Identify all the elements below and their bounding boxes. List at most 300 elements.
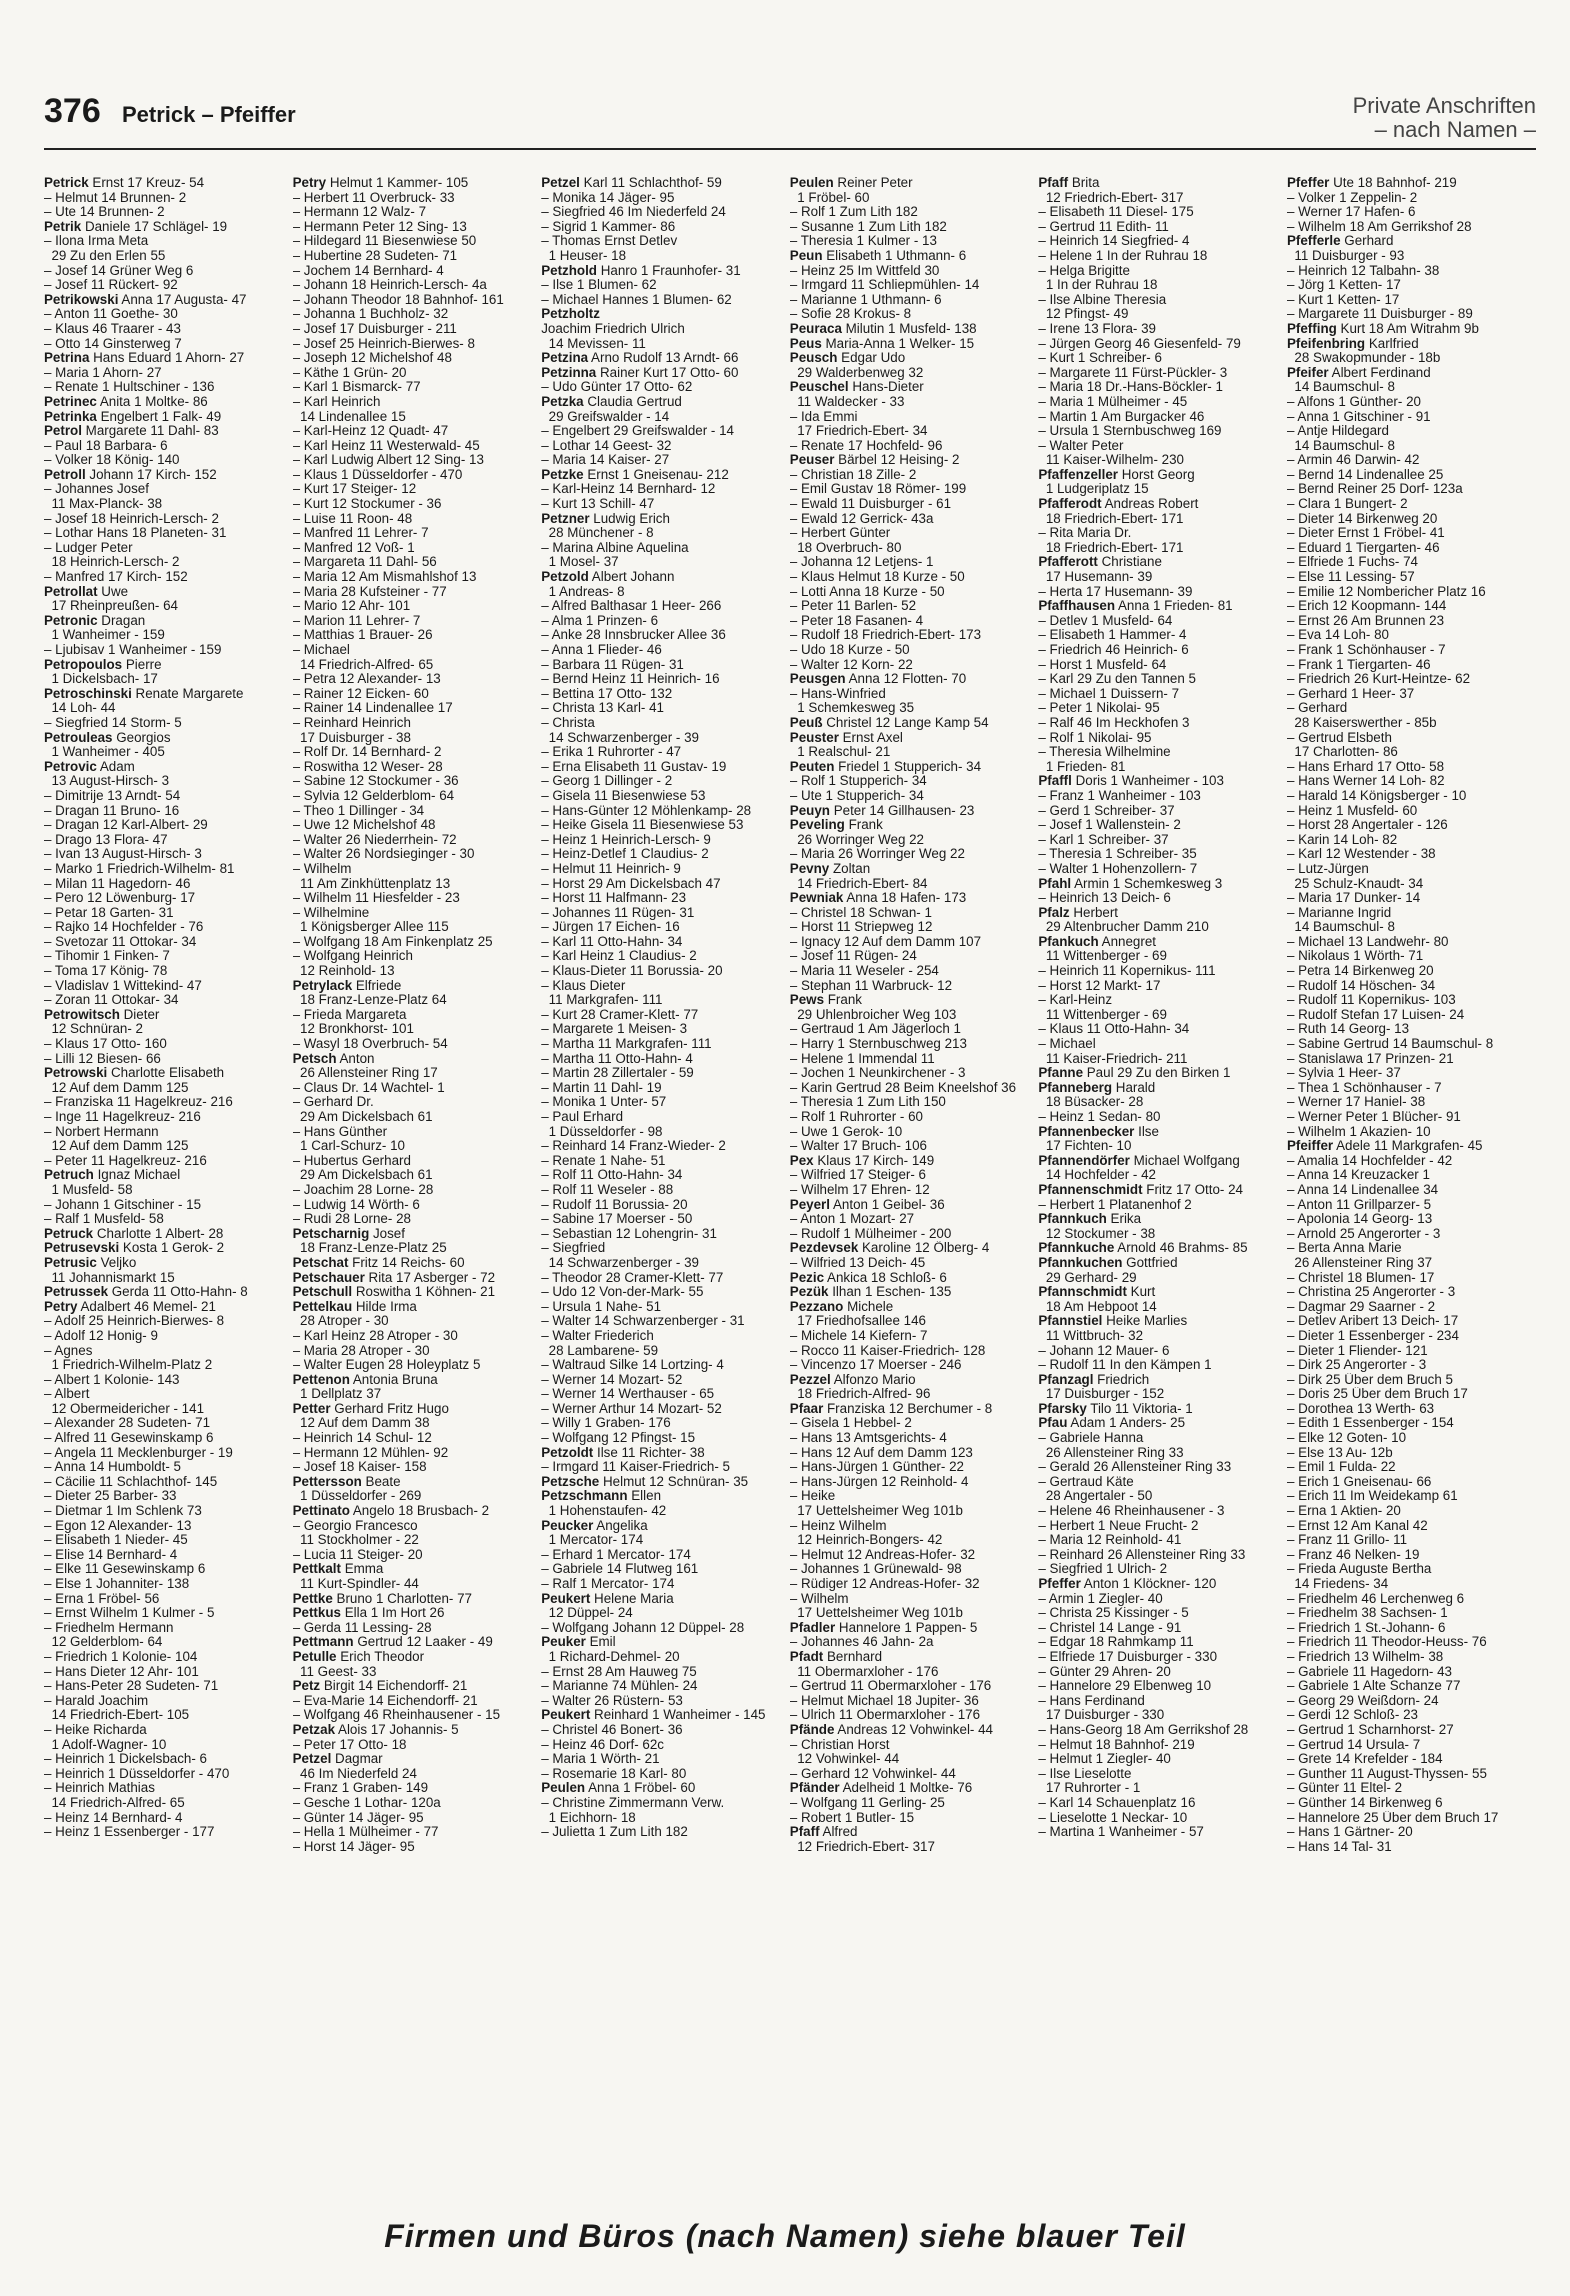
directory-entry: – Wilhelm 17 Ehren- 12 xyxy=(789,1182,930,1197)
directory-entry: – Siegfried xyxy=(541,1241,606,1256)
directory-entry: 25 Schulz-Knaudt- 34 xyxy=(1286,876,1424,891)
directory-entry: – Walter 26 Nordsieginger - 30 xyxy=(292,847,475,862)
directory-entry: – Else 13 Au- 12b xyxy=(1286,1445,1393,1460)
directory-entry: – Harry 1 Sternbuschweg 213 xyxy=(789,1037,967,1052)
directory-entry: – Wilhelmine xyxy=(292,905,370,920)
directory-entry: 29 Zu den Erlen 55 xyxy=(44,248,166,263)
directory-entry: – Karl Heinrich xyxy=(292,394,381,409)
directory-entry: – Martin 11 Dahl- 19 xyxy=(541,1080,662,1095)
directory-entry: Pfeifer Albert Ferdinand xyxy=(1286,365,1431,380)
directory-entry: Pfeiffer Adele 11 Markgrafen- 45 xyxy=(1286,1139,1483,1154)
directory-entry: – Wasyl 18 Overbruch- 54 xyxy=(292,1037,448,1052)
directory-entry: – Franz 46 Nelken- 19 xyxy=(1286,1547,1420,1562)
directory-column-2 xyxy=(293,176,542,2180)
directory-entry: – Rudolf 14 Höschen- 34 xyxy=(1286,978,1436,993)
directory-entry: 1 Eichhorn- 18 xyxy=(541,1810,636,1825)
directory-entry: – Marion 11 Lehrer- 7 xyxy=(292,613,421,628)
directory-entry: – Wilhelm xyxy=(789,1591,849,1606)
directory-entry: – Christa 25 Kissinger - 5 xyxy=(1038,1606,1189,1621)
directory-entry: – Uwe 12 Michelshof 48 xyxy=(292,818,436,833)
directory-entry: – Heinz 1 Sedan- 80 xyxy=(1038,1110,1161,1124)
directory-entry: – Rolf 11 Otto-Hahn- 34 xyxy=(541,1168,683,1183)
directory-entry: – Emil 1 Fulda- 22 xyxy=(1286,1460,1396,1475)
directory-entry: – Walter 17 Bruch- 106 xyxy=(789,1139,927,1154)
directory-entry: Pfankuch Annegret xyxy=(1038,934,1156,949)
directory-entry: 11 Obermarxloher - 176 xyxy=(789,1664,939,1679)
directory-entry: Peveling Frank xyxy=(789,818,883,833)
directory-entry: – Theresia 1 Kulmer - 13 xyxy=(789,234,937,249)
directory-entry: – Walter Peter xyxy=(1038,438,1124,453)
directory-entry: – Friedrich 1 Kolonie- 104 xyxy=(44,1649,198,1664)
directory-entry: 12 Obermeidericher - 141 xyxy=(44,1401,205,1416)
directory-entry: 28 Lambarene- 59 xyxy=(541,1343,659,1358)
directory-entry: Petzel Karl 11 Schlachthof- 59 xyxy=(541,176,722,190)
directory-entry: – Irene 13 Flora- 39 xyxy=(1038,321,1156,336)
directory-entry: – Hans Erhard 17 Otto- 58 xyxy=(1286,759,1445,774)
directory-entry: – Reinhard Heinrich xyxy=(292,715,411,730)
directory-entry: Pfafferott Christiane xyxy=(1038,555,1162,570)
directory-entry: – Maria 1 Ahorn- 27 xyxy=(44,365,162,380)
directory-entry: – Svetozar 11 Ottokar- 34 xyxy=(44,934,197,949)
directory-entry: 29 Walderbenweg 32 xyxy=(789,365,924,380)
directory-entry: – Rudolf 18 Friedrich-Ebert- 173 xyxy=(789,628,982,643)
directory-entry: – Maria 14 Kaiser- 27 xyxy=(541,453,670,468)
directory-entry: – Erich 11 Im Weidekamp 61 xyxy=(1286,1489,1458,1504)
directory-entry: – Hans-Günter 12 Möhlenkamp- 28 xyxy=(541,803,752,818)
directory-entry: Petruck Charlotte 1 Albert- 28 xyxy=(44,1226,224,1241)
directory-entry: Peulen Reiner Peter xyxy=(789,176,913,190)
directory-entry: – Heinz Wilhelm xyxy=(789,1518,887,1533)
directory-entry: – Friedhelm 38 Sachsen- 1 xyxy=(1286,1606,1448,1621)
directory-entry: – Wolfgang Johann 12 Düppel- 28 xyxy=(541,1620,745,1635)
directory-column-3 xyxy=(541,176,790,2180)
directory-entry: – Johann Theodor 18 Bahnhof- 161 xyxy=(292,292,504,307)
directory-entry: – Rolf 1 Zum Lith 182 xyxy=(789,205,918,220)
directory-entry: 11 Stockholmer - 22 xyxy=(292,1533,419,1548)
directory-entry: Peuyn Peter 14 Gillhausen- 23 xyxy=(789,803,975,818)
directory-entry: – Matthias 1 Brauer- 26 xyxy=(292,628,433,643)
directory-entry: – Maria 11 Weseler - 254 xyxy=(789,964,939,979)
directory-entry: – Kurt 1 Ketten- 17 xyxy=(1286,292,1400,307)
directory-entry: – Christine Zimmermann Verw. xyxy=(541,1795,725,1810)
directory-entry: – Frank 1 Schönhauser - 7 xyxy=(1286,643,1446,657)
directory-entry: – Dieter 25 Barber- 33 xyxy=(44,1489,177,1504)
directory-entry: – Hermann 12 Mühlen- 92 xyxy=(292,1445,449,1460)
directory-entry: – Frank 1 Tiergarten- 46 xyxy=(1286,657,1431,672)
directory-entry: – Gisela 1 Hebbel- 2 xyxy=(789,1416,912,1431)
directory-entry: – Manfred 11 Lehrer- 7 xyxy=(292,526,429,541)
directory-entry: – Stanislawa 17 Prinzen- 21 xyxy=(1286,1051,1454,1066)
directory-entry: 28 Münchener - 8 xyxy=(541,526,654,541)
directory-entry: – Eva 14 Loh- 80 xyxy=(1286,628,1389,643)
directory-entry: Pfannenschmidt Fritz 17 Otto- 24 xyxy=(1038,1182,1244,1197)
directory-entry: – Gerhard xyxy=(1286,701,1348,716)
directory-entry: – Wolfgang 46 Rheinhausener - 15 xyxy=(292,1708,501,1723)
directory-entry: 11 Markgrafen- 111 xyxy=(541,993,663,1008)
directory-entry: Petruch Ignaz Michael xyxy=(44,1168,181,1183)
directory-entry: – Martha 11 Otto-Hahn- 4 xyxy=(541,1051,693,1066)
directory-entry: 18 Büsacker- 28 xyxy=(1038,1095,1144,1110)
directory-entry: – Heinz 1 Musfeld- 60 xyxy=(1286,803,1418,818)
directory-entry: Petrussek Gerda 11 Otto-Hahn- 8 xyxy=(44,1285,248,1300)
directory-entry: – Walter 1 Hohenzollern- 7 xyxy=(1038,861,1198,876)
directory-entry: – Lothar Hans 18 Planeten- 31 xyxy=(44,526,227,541)
directory-entry: – Sabine Gertrud 14 Baumschul- 8 xyxy=(1286,1037,1494,1052)
directory-entry: – Franz 11 Grillo- 11 xyxy=(1286,1533,1408,1548)
directory-entry: Petrol Margarete 11 Dahl- 83 xyxy=(44,424,219,439)
directory-entry: – Marianne 74 Mühlen- 24 xyxy=(541,1679,698,1694)
directory-columns xyxy=(44,176,1536,2180)
directory-entry: – Karin 14 Loh- 82 xyxy=(1286,832,1398,847)
directory-entry: – Norbert Hermann xyxy=(44,1124,159,1139)
directory-entry: – Elke 12 Goten- 10 xyxy=(1286,1431,1407,1446)
directory-entry: 1 Wanheimer - 405 xyxy=(44,745,165,760)
directory-entry: – Dimitrije 13 Arndt- 54 xyxy=(44,788,181,803)
directory-entry: – Kurt 12 Stockumer - 36 xyxy=(292,497,442,512)
directory-entry: Peucker Angelika xyxy=(541,1518,648,1533)
directory-entry: – Ernst 28 Am Hauweg 75 xyxy=(541,1664,697,1679)
directory-entry: – Helmut 1 Ziegler- 40 xyxy=(1038,1752,1171,1767)
directory-entry: – Erich 12 Koopmann- 144 xyxy=(1286,599,1447,614)
directory-entry: Pettersson Beate xyxy=(292,1474,401,1489)
directory-entry: – Roswitha 12 Weser- 28 xyxy=(292,759,443,774)
directory-entry: – Elfriede 1 Fuchs- 74 xyxy=(1286,555,1418,570)
directory-entry: – Dieter 1 Fliender- 121 xyxy=(1286,1343,1428,1358)
directory-entry: – Johann 18 Heinrich-Lersch- 4a xyxy=(292,278,487,293)
directory-entry: – Friedhelm Hermann xyxy=(44,1620,174,1635)
directory-entry: – Bernd Heinz 11 Heinrich- 16 xyxy=(541,672,720,687)
directory-entry: 18 Heinrich-Lersch- 2 xyxy=(44,555,180,570)
directory-column-5 xyxy=(1038,176,1287,2180)
directory-entry: – Johann 12 Mauer- 6 xyxy=(1038,1343,1170,1358)
directory-entry: – Günther 14 Birkenweg 6 xyxy=(1286,1795,1443,1810)
directory-entry: Pex Klaus 17 Kirch- 149 xyxy=(789,1153,935,1168)
directory-entry: Pfanzagl Friedrich xyxy=(1038,1372,1150,1387)
directory-entry: – Claus Dr. 14 Wachtel- 1 xyxy=(292,1080,445,1095)
directory-entry: Pezdevsek Karoline 12 Ölberg- 4 xyxy=(789,1241,990,1256)
directory-entry: – Ernst Wilhelm 1 Kulmer - 5 xyxy=(44,1606,215,1621)
directory-entry: 1 Carl-Schurz- 10 xyxy=(292,1139,405,1154)
directory-entry: – Jörg 1 Ketten- 17 xyxy=(1286,278,1401,293)
directory-entry: – Hans-Georg 18 Am Gerrikshof 28 xyxy=(1038,1722,1249,1737)
directory-entry: 18 Overbruch- 80 xyxy=(789,540,902,555)
directory-entry: – Bettina 17 Otto- 132 xyxy=(541,686,673,701)
directory-entry: Pfannkuch Erika xyxy=(1038,1212,1142,1227)
directory-entry: Pfaff Alfred xyxy=(789,1825,858,1840)
directory-entry: Peusgen Anna 12 Flotten- 70 xyxy=(789,672,967,687)
directory-entry: – Siegfried 14 Storm- 5 xyxy=(44,715,182,730)
directory-entry: – Ursula 1 Sternbuschweg 169 xyxy=(1038,424,1222,439)
directory-entry: – Anna 1 Gitschiner - 91 xyxy=(1286,409,1431,424)
directory-entry: Petulle Erich Theodor xyxy=(292,1649,425,1664)
directory-entry: – Erika 1 Ruhrorter - 47 xyxy=(541,745,682,760)
directory-entry: – Vladislav 1 Wittekind- 47 xyxy=(44,978,202,993)
directory-entry: – Georg 1 Dillinger - 2 xyxy=(541,774,673,789)
directory-entry: – Käthe 1 Grün- 20 xyxy=(292,365,407,380)
directory-entry: – Kurt 17 Steiger- 12 xyxy=(292,482,417,497)
directory-entry: – Helmut 12 Andreas-Hofer- 32 xyxy=(789,1547,976,1562)
directory-entry: – Ralf 1 Musfeld- 58 xyxy=(44,1212,164,1227)
directory-entry: – Arnold 25 Angerorter - 3 xyxy=(1286,1226,1441,1241)
directory-entry: – Ulrich 11 Obermarxloher - 176 xyxy=(789,1708,981,1723)
directory-entry: – Heinrich 1 Dickelsbach- 6 xyxy=(44,1752,207,1767)
directory-entry: – Lucia 11 Steiger- 20 xyxy=(292,1547,423,1562)
directory-entry: – Horst 29 Am Dickelsbach 47 xyxy=(541,876,721,891)
directory-entry: – Hans 13 Amtsgerichts- 4 xyxy=(789,1431,947,1446)
directory-entry: – Gertraud Käte xyxy=(1038,1474,1134,1489)
directory-entry: – Friedrich 26 Kurt-Heintze- 62 xyxy=(1286,672,1471,687)
directory-entry: Pettmann Gertrud 12 Laaker - 49 xyxy=(292,1635,493,1650)
directory-entry: – Alfred Balthasar 1 Heer- 266 xyxy=(541,599,722,614)
directory-entry: – Karl 1 Bismarck- 77 xyxy=(292,380,421,395)
directory-entry: – Gisela 11 Biesenwiese 53 xyxy=(541,788,706,803)
directory-entry: 14 Friedrich-Ebert- 105 xyxy=(44,1708,190,1723)
directory-entry: 12 Schnüran- 2 xyxy=(44,1022,144,1037)
directory-entry: – Irmgard 11 Schliepmühlen- 14 xyxy=(789,278,980,293)
directory-entry: – Inge 11 Hagelkreuz- 216 xyxy=(44,1110,201,1124)
directory-entry: 11 Johannismarkt 15 xyxy=(44,1270,175,1285)
directory-entry: Petzhold Hanro 1 Fraunhofer- 31 xyxy=(541,263,741,278)
directory-entry: 17 Charlotten- 86 xyxy=(1286,745,1398,760)
directory-entry: – Jochem 14 Bernhard- 4 xyxy=(292,263,444,278)
directory-entry: – Jürgen Georg 46 Giesenfeld- 79 xyxy=(1038,336,1241,351)
directory-entry: – Martha 11 Markgrafen- 111 xyxy=(541,1037,712,1052)
directory-entry: 14 Friedrich-Ebert- 84 xyxy=(789,876,928,891)
directory-entry: 29 Am Dickelsbach 61 xyxy=(292,1168,433,1183)
directory-entry: – Monika 1 Unter- 57 xyxy=(541,1095,667,1110)
directory-entry: 18 Friedrich-Alfred- 96 xyxy=(789,1387,931,1402)
directory-entry: 12 Gelderblom- 64 xyxy=(44,1635,163,1650)
directory-entry: 12 Düppel- 24 xyxy=(541,1606,633,1621)
directory-entry: – Heinrich Mathias xyxy=(44,1781,155,1796)
directory-entry: 11 Kurt-Spindler- 44 xyxy=(292,1577,419,1591)
directory-entry: – Ewald 12 Gerrick- 43a xyxy=(789,511,934,526)
directory-entry: – Anna 1 Flieder- 46 xyxy=(541,643,662,657)
directory-entry: – Peter 1 Nikolai- 95 xyxy=(1038,701,1160,716)
directory-entry: Pfanneberg Harald xyxy=(1038,1080,1156,1095)
directory-entry: – Günter 14 Jäger- 95 xyxy=(292,1810,424,1825)
directory-entry: – Hildegard 11 Biesenwiese 50 xyxy=(292,234,477,249)
directory-entry: – Georgio Francesco xyxy=(292,1518,418,1533)
directory-entry: – Stephan 11 Warbruck- 12 xyxy=(789,978,953,993)
directory-entry: 17 Ruhrorter - 1 xyxy=(1038,1781,1141,1796)
directory-entry: – Edith 1 Essenberger - 154 xyxy=(1286,1416,1454,1431)
directory-entry: 1 Königsberger Allee 115 xyxy=(292,920,449,935)
directory-entry: – Paul 18 Barbara- 6 xyxy=(44,438,168,453)
directory-entry: – Wilfried 13 Deich- 45 xyxy=(789,1255,926,1270)
directory-entry: Pezzano Michele xyxy=(789,1299,894,1314)
directory-entry: – Alfons 1 Günther- 20 xyxy=(1286,394,1421,409)
directory-entry: – Johannes 11 Rügen- 31 xyxy=(541,905,695,920)
directory-entry: – Karl 29 Zu den Tannen 5 xyxy=(1038,672,1196,687)
directory-entry: – Hans Dieter 12 Ahr- 101 xyxy=(44,1664,199,1679)
directory-entry: – Rudi 28 Lorne- 28 xyxy=(292,1212,411,1227)
directory-entry: – Gertraud 1 Am Jägerloch 1 xyxy=(789,1022,961,1037)
directory-entry: – Peter 17 Otto- 18 xyxy=(292,1737,407,1752)
directory-entry: 1 Andreas- 8 xyxy=(541,584,625,599)
directory-entry: – Hans-Jürgen 1 Günther- 22 xyxy=(789,1460,964,1475)
directory-entry: – Thea 1 Schönhauser - 7 xyxy=(1286,1080,1442,1095)
directory-entry: – Ursula 1 Nahe- 51 xyxy=(541,1299,662,1314)
directory-entry: Pettkus Ella 1 Im Hort 26 xyxy=(292,1606,445,1621)
directory-entry: – Gabriele 11 Hagedorn- 43 xyxy=(1286,1664,1452,1679)
directory-entry: – Eduard 1 Tiergarten- 46 xyxy=(1286,540,1440,555)
directory-entry: – Hermann Peter 12 Sing- 13 xyxy=(292,219,467,234)
directory-entry: Pevny Zoltan xyxy=(789,861,871,876)
directory-entry: – Sigrid 1 Kammer- 86 xyxy=(541,219,676,234)
directory-entry: – Elfriede 17 Duisburger - 330 xyxy=(1038,1649,1218,1664)
directory-entry: – Josef 11 Rügen- 24 xyxy=(789,949,917,964)
directory-entry: – Petra 12 Alexander- 13 xyxy=(292,672,441,687)
directory-entry: – Karl 1 Schreiber- 37 xyxy=(1038,832,1169,847)
directory-entry: Petschat Fritz 14 Reichs- 60 xyxy=(292,1255,465,1270)
directory-entry: – Theodor 28 Cramer-Klett- 77 xyxy=(541,1270,724,1285)
directory-entry: – Heinz 46 Dorf- 62c xyxy=(541,1737,664,1752)
directory-entry: Petrinka Engelbert 1 Falk- 49 xyxy=(44,409,222,424)
directory-entry: Petrick Ernst 17 Kreuz- 54 xyxy=(44,176,205,190)
directory-entry: – Lieselotte 1 Neckar- 10 xyxy=(1038,1810,1188,1825)
directory-entry: – Harald 14 Königsberger - 10 xyxy=(1286,788,1467,803)
directory-entry: – Klaus Dieter xyxy=(541,978,626,993)
directory-entry: – Sofie 28 Krokus- 8 xyxy=(789,307,912,322)
directory-entry: – Else 1 Johanniter- 138 xyxy=(44,1577,190,1591)
directory-entry: 14 Friedrich-Alfred- 65 xyxy=(44,1795,185,1810)
directory-entry: – Ralf 1 Mercator- 174 xyxy=(541,1577,675,1591)
directory-entry: – Doris 25 Über dem Bruch 17 xyxy=(1286,1387,1468,1402)
directory-entry: – Walter 14 Schwarzenberger - 31 xyxy=(541,1314,745,1329)
directory-entry: – Petra 14 Birkenweg 20 xyxy=(1286,964,1434,979)
directory-entry: Pewniak Anna 18 Hafen- 173 xyxy=(789,891,967,906)
directory-entry: – Johanna 1 Buchholz- 32 xyxy=(292,307,449,322)
directory-entry: – Joseph 12 Michelshof 48 xyxy=(292,351,452,366)
directory-entry: 1 Düsseldorfer - 269 xyxy=(292,1489,422,1504)
directory-entry: – Rudolf Stefan 17 Luisen- 24 xyxy=(1286,1007,1465,1022)
directory-entry: 17 Fichten- 10 xyxy=(1038,1139,1132,1154)
directory-entry: – Maria 17 Dunker- 14 xyxy=(1286,891,1421,906)
directory-entry: Pfannkuche Arnold 46 Brahms- 85 xyxy=(1038,1241,1248,1256)
directory-entry: Petrinec Anita 1 Moltke- 86 xyxy=(44,394,208,409)
directory-entry: – Hans Werner 14 Loh- 82 xyxy=(1286,774,1445,789)
directory-entry: – Renate 1 Nahe- 51 xyxy=(541,1153,666,1168)
directory-entry: 18 Franz-Lenze-Platz 64 xyxy=(292,993,447,1008)
directory-entry: 1 Adolf-Wagner- 10 xyxy=(44,1737,167,1752)
directory-entry: – Heike Richarda xyxy=(44,1722,147,1737)
directory-entry: – Apolonia 14 Georg- 13 xyxy=(1286,1212,1433,1227)
directory-entry: – Ilona Irma Meta xyxy=(44,234,149,249)
directory-entry: 29 Am Dickelsbach 61 xyxy=(292,1110,433,1124)
directory-entry: Petrovic Adam xyxy=(44,759,135,774)
directory-entry: – Frieda Auguste Bertha xyxy=(1286,1562,1432,1577)
directory-entry: – Alexander 28 Sudeten- 71 xyxy=(44,1416,211,1431)
directory-entry: – Armin 1 Ziegler- 40 xyxy=(1038,1591,1163,1606)
directory-entry: – Volker 18 König- 140 xyxy=(44,453,180,468)
directory-entry: Petzner Ludwig Erich xyxy=(541,511,670,526)
directory-entry: – Agnes xyxy=(44,1343,93,1358)
directory-entry: Peuraca Milutin 1 Musfeld- 138 xyxy=(789,321,977,336)
directory-entry: – Michael xyxy=(1038,1037,1096,1052)
directory-entry: 11 Waldecker - 33 xyxy=(789,394,905,409)
directory-entry: 12 Pfingst- 49 xyxy=(1038,307,1129,322)
directory-entry: Petzschmann Ellen xyxy=(541,1489,662,1504)
directory-entry: – Werner Peter 1 Blücher- 91 xyxy=(1286,1110,1461,1124)
directory-entry: 29 Altenbrucher Damm 210 xyxy=(1038,920,1209,935)
directory-entry: – Susanne 1 Zum Lith 182 xyxy=(789,219,947,234)
directory-entry: – Detlev 1 Musfeld- 64 xyxy=(1038,613,1173,628)
directory-entry: – Rolf 1 Stupperich- 34 xyxy=(789,774,927,789)
directory-entry: – Karl Heinz 11 Westerwald- 45 xyxy=(292,438,480,453)
directory-entry: – Emil Gustav 18 Römer- 199 xyxy=(789,482,967,497)
directory-entry: – Gertrud 1 Scharnhorst- 27 xyxy=(1286,1722,1454,1737)
directory-entry: – Werner 14 Mozart- 52 xyxy=(541,1372,683,1387)
directory-entry: 17 Duisburger - 38 xyxy=(292,730,411,745)
directory-entry: – Anna 14 Lindenallee 34 xyxy=(1286,1182,1439,1197)
directory-entry: – Berta Anna Marie xyxy=(1286,1241,1402,1256)
directory-entry: – Rainer 14 Lindenallee 17 xyxy=(292,701,453,716)
directory-entry: Pfeifenbring Karlfried xyxy=(1286,336,1419,351)
directory-entry: Petzak Alois 17 Johannis- 5 xyxy=(292,1722,459,1737)
directory-entry: – Herta 17 Husemann- 39 xyxy=(1038,584,1193,599)
directory-entry: – Klaus 17 Otto- 160 xyxy=(44,1037,167,1052)
directory-entry: – Albert 1 Kolonie- 143 xyxy=(44,1372,180,1387)
directory-entry: – Toma 17 König- 78 xyxy=(44,964,168,979)
directory-entry: – Margarete 11 Fürst-Pückler- 3 xyxy=(1038,365,1228,380)
directory-entry: Petzold Albert Johann xyxy=(541,570,675,585)
directory-entry: – Gertrud 14 Ursula- 7 xyxy=(1286,1737,1421,1752)
directory-entry: 1 Mercator- 174 xyxy=(541,1533,644,1548)
directory-entry: – Elisabeth 1 Hammer- 4 xyxy=(1038,628,1187,643)
directory-entry: – Nikolaus 1 Wörth- 71 xyxy=(1286,949,1424,964)
directory-entry: – Elisabeth 11 Diesel- 175 xyxy=(1038,205,1194,220)
directory-entry: – Heinrich 14 Schul- 12 xyxy=(292,1431,432,1446)
directory-entry: 1 Fröbel- 60 xyxy=(789,190,870,205)
directory-entry: – Rolf 1 Nikolai- 95 xyxy=(1038,730,1152,745)
directory-entry: Peukert Reinhard 1 Wanheimer - 145 xyxy=(541,1708,766,1723)
directory-entry: 14 Friedens- 34 xyxy=(1286,1577,1389,1591)
directory-entry: – Wilhelm xyxy=(292,861,352,876)
directory-entry: – Hannelore 29 Elbenweg 10 xyxy=(1038,1679,1212,1694)
directory-entry: – Josef 25 Heinrich-Bierwes- 8 xyxy=(292,336,475,351)
directory-entry: – Maria 1 Mülheimer - 45 xyxy=(1038,394,1188,409)
directory-entry: – Joachim 28 Lorne- 28 xyxy=(292,1182,434,1197)
directory-entry: 12 Stockumer - 38 xyxy=(1038,1226,1156,1241)
directory-entry: – Frieda Margareta xyxy=(292,1007,407,1022)
directory-entry: Pezük Ilhan 1 Eschen- 135 xyxy=(789,1285,952,1300)
directory-entry: Petroll Johann 17 Kirch- 152 xyxy=(44,467,217,482)
directory-entry: – Heinz 1 Heinrich-Lersch- 9 xyxy=(541,832,711,847)
directory-entry: 14 Baumschul- 8 xyxy=(1286,380,1395,395)
directory-entry: Joachim Friedrich Ulrich xyxy=(541,321,685,336)
directory-entry: – Bernd Reiner 25 Dorf- 123a xyxy=(1286,482,1463,497)
directory-entry: – Günter 11 Eltel- 2 xyxy=(1286,1781,1403,1796)
directory-entry: – Barbara 11 Rügen- 31 xyxy=(541,657,684,672)
directory-entry: – Dagmar 29 Saarner - 2 xyxy=(1286,1299,1436,1314)
directory-entry: – Dirk 25 Über dem Bruch 5 xyxy=(1286,1372,1453,1387)
directory-entry: – Gesche 1 Lothar- 120a xyxy=(292,1795,441,1810)
directory-entry: – Ivan 13 August-Hirsch- 3 xyxy=(44,847,202,862)
directory-entry: Petrowitsch Dieter xyxy=(44,1007,160,1022)
directory-entry: – Heinz 14 Bernhard- 4 xyxy=(44,1810,183,1825)
directory-entry: – Karl-Heinz xyxy=(1038,993,1113,1008)
directory-entry: – Edgar 18 Rahmkamp 11 xyxy=(1038,1635,1194,1650)
directory-entry: – Detlev Aribert 13 Deich- 17 xyxy=(1286,1314,1459,1329)
directory-entry: – Johannes 46 Jahn- 2a xyxy=(789,1635,934,1650)
directory-entry: Pfafferodt Andreas Robert xyxy=(1038,497,1199,512)
directory-entry: – Gertrud Elsbeth xyxy=(1286,730,1392,745)
directory-entry: – Peter 18 Fasanen- 4 xyxy=(789,613,924,628)
directory-entry: – Karl Heinz 28 Atroper - 30 xyxy=(292,1328,458,1343)
directory-entry: 1 Mosel- 37 xyxy=(541,555,619,570)
directory-entry: Pfaar Franziska 12 Berchumer - 8 xyxy=(789,1401,993,1416)
